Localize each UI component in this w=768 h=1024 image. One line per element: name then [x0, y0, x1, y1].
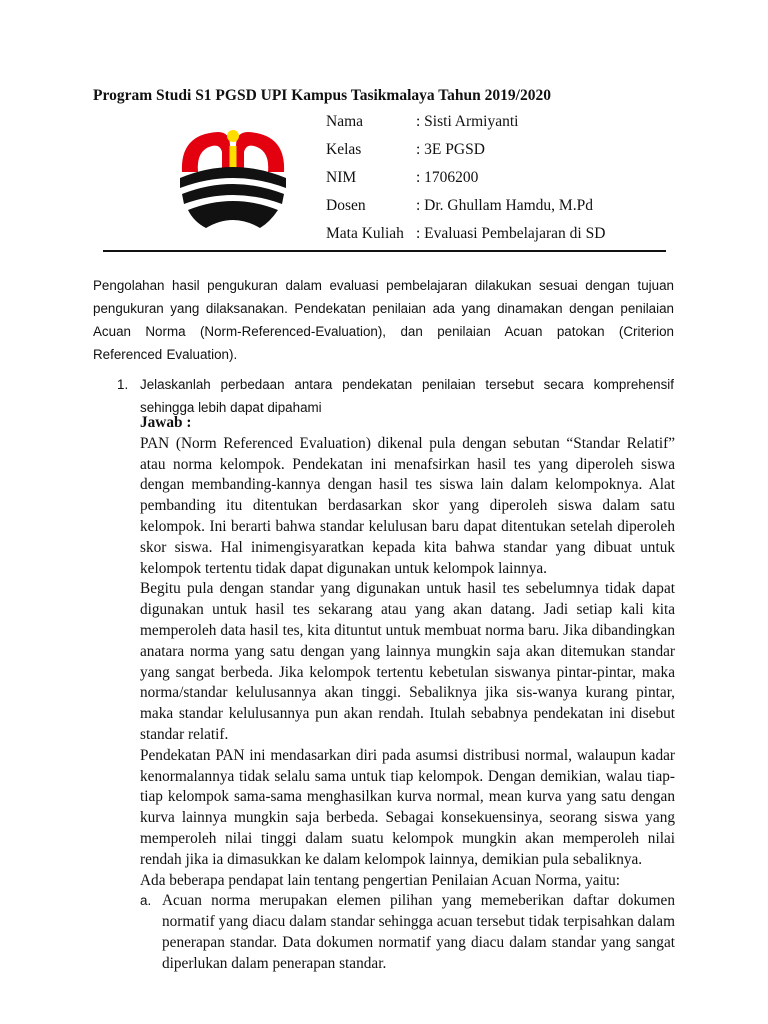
- answer-paragraph: PAN (Norm Referenced Evaluation) dikenal pula dengan sebutan “Standar Relatif” atau norma kelompok. Pendekatan ini menafsirkan hasil tes yang diperoleh siswa dengan membanding-kannya dengan hasil tes siswa lain dalam kelompoknya. Alat pembanding itu ditentukan berdasarkan skor yang diperoleh siswa dalam satu kelompok. Ini berarti bahwa standar kelulusan baru dapat ditentukan setelah diperoleh skor siswa. Hal inimengisyaratkan kepada kita bahwa standar yang dibuat untuk kelompok tertentu tidak dapat digunakan untuk kelompok lainnya.: [140, 434, 675, 577]
- logo-yellow-dot: [227, 130, 239, 142]
- answer-paragraph: Begitu pula dengan standar yang digunakan untuk hasil tes sebelumnya tidak dapat digunakan untuk hasil tes sekarang atau yang akan datang. Jadi setiap kali kita memperoleh data hasil tes, kita dituntut untuk membuat norma baru. Jika dibandingkan anatara norma yang satu dengan yang lainnya mungkin saja akan ditemukan standar yang sangat berbeda. Jika kelompok tertentu kebetulan siswanya pintar-pintar, maka norma/standar kelulusannya akan tinggi. Sebaliknya jika sis-wanya kurang pintar, maka standar kelulusannya pun akan rendah. Itulah sebabnya pendekatan ini disebut standar relatif.: [140, 580, 675, 743]
- logo-yellow-stem: [230, 146, 237, 170]
- answer-paragraph: Pendekatan PAN ini mendasarkan diri pada asumsi distribusi normal, walaupun kadar kenormalannya tidak selalu sama untuk tiap kelompok. Dengan demikian, walau tiap-tiap kelompok sama-sama menghasilkan kurva normal, mean kurva yang satu dengan kurva lainnya mungkin saja berbeda. Sebagai konsekuensinya, seorang siswa yang memperoleh nilai tinggi dalam suatu kelompok mungkin akan memperoleh nilai rendah jika ia dimasukkan ke dalam kelompok lainnya, demikian pula sebaliknya.: [140, 746, 675, 868]
- logo-red-canopy-right: [236, 132, 284, 172]
- answer-paragraph: Ada beberapa pendapat lain tentang pengertian Penilaian Acuan Norma, yaitu:: [140, 871, 620, 889]
- header-title: Program Studi S1 PGSD UPI Kampus Tasikmalaya Tahun 2019/2020: [93, 87, 551, 104]
- info-value: : Dr. Ghullam Hamdu, M.Pd: [416, 197, 593, 214]
- question-text: Jelaskanlah perbedaan antara pendekatan penilaian tersebut secara komprehensif sehingga lebih dapat dipahami: [140, 377, 674, 415]
- info-value: : Sisti Armiyanti: [416, 113, 519, 130]
- info-label: Mata Kuliah: [326, 225, 404, 242]
- question-number: 1.: [117, 377, 129, 392]
- info-value: : Evaluasi Pembelajaran di SD: [416, 225, 606, 242]
- info-value: : 3E PGSD: [416, 141, 485, 158]
- info-label: Nama: [326, 113, 364, 130]
- header-divider: [103, 250, 666, 252]
- list-marker: a.: [140, 893, 152, 909]
- list-item-text: Acuan norma merupakan elemen pilihan yang memeberikan daftar dokumen normatif yang diacu dalam standar sehingga acuan tersebut tidak terpisahkan dalam penerapan standar. Data dokumen normatif yang diacu dalam standar yang sangat diperlukan dalam penerapan standar.: [162, 892, 675, 972]
- info-value: : 1706200: [416, 169, 479, 186]
- answer-label: Jawab :: [140, 414, 192, 431]
- info-label: Dosen: [326, 197, 366, 214]
- info-label: NIM: [326, 169, 357, 186]
- university-logo: [178, 126, 288, 234]
- logo-black-band-3: [188, 201, 278, 228]
- intro-paragraph: Pengolahan hasil pengukuran dalam evaluasi pembelajaran dilakukan sesuai dengan tujuan pengukuran yang dilaksanakan. Pendekatan penilaian ada yang dinamakan dengan penilaian Acuan Norma (Norm-Referenced-Evaluation), dan penilaian Acuan patokan (Criterion Referenced Evaluation).: [93, 278, 674, 362]
- list-item: [140, 891, 675, 974]
- logo-red-canopy: [182, 132, 230, 172]
- info-label: Kelas: [326, 141, 362, 158]
- answer-section: [140, 413, 675, 975]
